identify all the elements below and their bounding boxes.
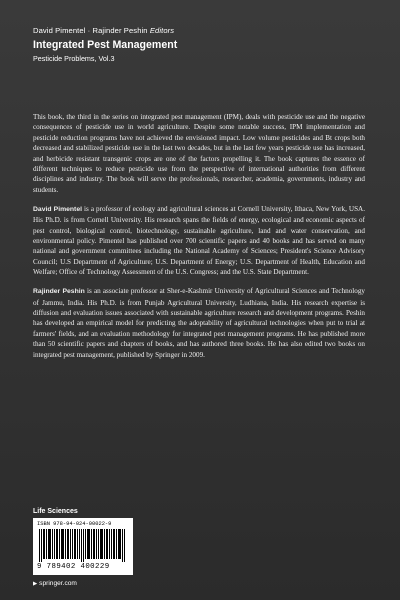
- book-subtitle: Pesticide Problems, Vol.3: [33, 54, 115, 63]
- bio-text: is a professor of ecology and agricultural sciences at Cornell University, Ithaca, New York, USA. His Ph.D. is from Cornell University. His research spans the fields of energy, ecological and economic aspects of pest control, biological control, biotechnology, sustainable agriculture, land and water conservation, and environmental policy. Pimentel has published over 700 scientific papers and 40 books and has served on many national and government committees including the National Academy of Sciences; President's Science Advisory Council; U.S Department of Agriculture; U.S. Department of Energy; U.S. Department of Health, Education and Welfare; Office of Technology Assessment of the U.S. Congress; and the U.S. State Department.: [33, 204, 365, 277]
- publisher-url[interactable]: [33, 580, 77, 587]
- editors-names: David Pimentel · Rajinder Peshin: [33, 26, 148, 35]
- bio-text: is an associate professor at Sher-e-Kashmir University of Agricultural Sciences and Technology of Jammu, India. His Ph.D. is from Punjab Agricultural University, Ludhiana, India. His research expertise is diffusion and evaluation issues associated with sustainable agriculture research and development programs. Peshin has developed an empirical model for predicting the adoptability of agricultural technologies when put to trial at farmers' fields, and an evaluation methodology for integrated pest management programs. He has published more than 50 scientific papers and chapters of books, and has authored three books. He has also edited two books on integrated pest management, published by Springer in 2009.: [33, 287, 365, 359]
- subject-category: Life Sciences: [33, 508, 78, 515]
- description-paragraph: This book, the third in the series on integrated pest management (IPM), deals with pesticide use and the negative consequences of pesticide use in world agriculture. Despite some notable success, IPM implementation and pesticide reduction programs have not achieved the envisioned impact. Low volume pesticides and Bt crops both decreased and stabilized pesticide use in the last two decades, but in the last few years pesticide use has increased, and herbicide resistant transgenic crops are one of the factors propelling it. The book captures the essence of different techniques to reduce pesticide use from the perspective of international authorities from different disciplines and industry. The book will serve the professionals, researcher, academia, governments, industry and students.: [33, 113, 365, 194]
- url-text[interactable]: springer.com: [39, 580, 77, 587]
- barcode-box: [33, 518, 133, 575]
- isbn-label: ISBN 978-94-024-00022-9: [37, 521, 112, 527]
- barcode-icon: [39, 529, 127, 562]
- bio-name: David Pimentel: [33, 205, 82, 213]
- bio-paragraph-peshin: [33, 286, 365, 360]
- bio-paragraph-pimentel: [33, 204, 365, 278]
- editors-line: [33, 26, 373, 35]
- barcode-digits: 9 789402 400229: [37, 563, 110, 571]
- book-title: Integrated Pest Management: [33, 39, 178, 51]
- blurb-text: [33, 112, 365, 368]
- cover-header: [33, 26, 373, 63]
- bio-name: Rajinder Peshin: [33, 288, 85, 296]
- arrow-right-icon: ▶: [33, 581, 38, 587]
- editors-role: Editors: [149, 26, 175, 35]
